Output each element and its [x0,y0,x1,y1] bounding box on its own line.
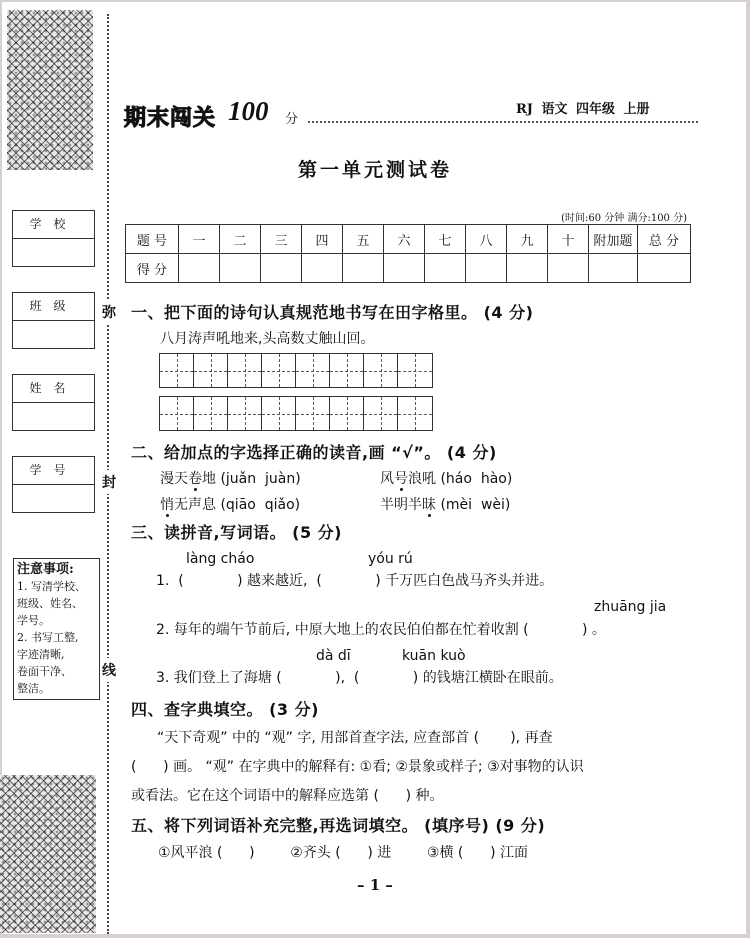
q2-options[interactable]: (mèi wèi) [440,497,511,513]
score-table [125,224,691,283]
tianzige-cell[interactable] [228,354,262,387]
score-cell[interactable] [425,254,466,283]
question-5-heading: 五、将下列词语补充完整,再选词填空。 (填序号) (9 分) [131,816,546,835]
decorative-pattern-bottom [0,775,96,933]
tianzige-cell[interactable] [228,397,262,430]
score-header-cell: 附加题 [589,225,638,254]
q3-item-3: 3. 我们登上了海塘 ( ), ( ) 的钱塘江横卧在眼前。 [156,670,563,686]
tianzige-cell[interactable] [262,397,296,430]
page-number: – 1 – [357,876,393,894]
name-field[interactable] [12,374,95,431]
score-cell[interactable] [261,254,302,283]
q3-pinyin: làng cháo [186,551,255,567]
tianzige-cell[interactable] [364,354,398,387]
q2-dotted-char: 卷 [188,471,202,487]
q3-pinyin: kuān kuò [402,648,466,664]
q2-item-post: 地 [202,471,216,487]
tianzige-cell[interactable] [296,354,330,387]
tianzige-cell[interactable] [296,397,330,430]
q2-item [380,468,512,488]
question-1-poem: 八月涛声吼地来,头高数丈触山回。 [160,331,375,347]
score-header-cell: 三 [261,225,302,254]
tianzige-row-1[interactable] [159,353,433,388]
score-header-cell: 十 [548,225,589,254]
q2-item [160,468,301,488]
q4-line: “天下奇观” 中的 “观” 字, 用部首查字法, 应查部首 ( ), 再查 [157,730,553,746]
score-row-label: 得 分 [126,254,179,283]
tianzige-cell[interactable] [262,354,296,387]
score-cell[interactable] [179,254,220,283]
q3-item-1: 1. ( ) 越来越近, ( ) 千万匹白色战马齐头并进。 [156,573,554,589]
score-cell[interactable] [343,254,384,283]
q2-item-post: 无声息 [174,497,216,513]
score-cell[interactable] [466,254,507,283]
q2-dotted-char: 昧 [422,497,436,513]
score-cell[interactable] [638,254,691,283]
score-header-cell: 四 [302,225,343,254]
score-cell[interactable] [507,254,548,283]
series-logo: 期末闯关 [124,105,217,131]
name-label: 姓名 [13,375,94,403]
tianzige-cell[interactable] [160,354,194,387]
seal-char-feng: 封 [102,470,116,494]
score-header-cell: 二 [220,225,261,254]
q3-item-2: 2. 每年的端午节前后, 中原大地上的农民伯伯都在忙着收割 ( ) 。 [156,622,606,638]
q2-item-pre: 风 [380,471,394,487]
score-cell[interactable] [302,254,343,283]
q2-options[interactable]: (qiāo qiǎo) [220,497,301,513]
tianzige-cell[interactable] [330,397,364,430]
score-cell[interactable] [220,254,261,283]
class-label: 班级 [13,293,94,321]
decorative-pattern-top [7,10,93,170]
score-header-cell: 一 [179,225,220,254]
q3-pinyin: zhuāng jia [594,599,667,615]
edition-label: RJ 语文 四年级 上册 [516,102,650,117]
tianzige-cell[interactable] [330,354,364,387]
notice-title: 注意事项: [17,562,74,577]
series-unit: 分 [285,112,299,127]
tianzige-cell[interactable] [364,397,398,430]
seal-char-xian: 线 [102,658,116,682]
score-cell[interactable] [384,254,425,283]
score-table-score-row [126,254,691,283]
score-table-header-row [126,225,691,254]
q4-line: 或看法。它在这个词语中的解释应选第 ( ) 种。 [131,788,444,804]
q2-item-pre: 半明半 [380,497,422,513]
score-header-cell: 九 [507,225,548,254]
q4-line: ( ) 画。 “观” 在字典中的解释有: ①看; ②景象或样子; ③对事物的认识 [131,759,584,775]
tianzige-cell[interactable] [194,354,228,387]
q2-item [160,494,300,514]
notice-line: 整洁。 [17,682,50,695]
score-header-cell: 六 [384,225,425,254]
exam-meta: (时间:60 分钟 满分:100 分) [561,213,687,224]
series-score: 100 [228,96,269,126]
question-3-heading: 三、读拼音,写词语。 (5 分) [131,523,342,542]
notice-line: 学号。 [17,614,50,627]
notice-line: 卷面干净、 [17,665,72,678]
notice-box [13,558,100,700]
page-title: 第一单元测试卷 [297,159,452,181]
notice-line: 1. 写清学校、 [17,580,86,593]
q2-item [380,494,510,514]
question-2-heading: 二、给加点的字选择正确的读音,画 “√”。 (4 分) [131,443,497,462]
tianzige-cell[interactable] [398,397,432,430]
score-cell[interactable] [589,254,638,283]
q3-pinyin: yóu rú [368,551,413,567]
class-field[interactable] [12,292,95,349]
question-4-heading: 四、查字典填空。 (3 分) [131,700,319,719]
q2-item-post: 浪吼 [408,471,436,487]
q2-dotted-char: 号 [394,471,408,487]
student-id-label: 学号 [13,457,94,485]
tianzige-cell[interactable] [194,397,228,430]
notice-line: 2. 书写工整, [17,631,79,644]
score-header-cell: 八 [466,225,507,254]
notice-line: 字迹清晰, [17,648,65,661]
q2-dotted-char: 悄 [160,497,174,513]
q2-options[interactable]: (háo hào) [440,471,513,487]
tianzige-cell[interactable] [398,354,432,387]
score-header-cell: 总 分 [638,225,691,254]
seal-char-mi: 弥 [102,300,116,324]
header-dotted-rule [308,121,698,123]
tianzige-cell[interactable] [160,397,194,430]
score-header-cell: 七 [425,225,466,254]
score-cell[interactable] [548,254,589,283]
tianzige-row-2[interactable] [159,396,433,431]
q2-options[interactable]: (juǎn juàn) [220,471,301,487]
school-label: 学校 [13,211,94,239]
notice-line: 班级、姓名、 [17,597,83,610]
school-field[interactable] [12,210,95,267]
score-header-cell: 题 号 [126,225,179,254]
score-header-cell: 五 [343,225,384,254]
student-id-field[interactable] [12,456,95,513]
q2-item-pre: 漫天 [160,471,188,487]
q3-pinyin: dà dī [316,648,351,664]
q5-line: ①风平浪 ( ) ②齐头 ( ) 进 ③横 ( ) 江面 [158,845,528,861]
question-1-heading: 一、把下面的诗句认真规范地书写在田字格里。 (4 分) [131,303,534,322]
